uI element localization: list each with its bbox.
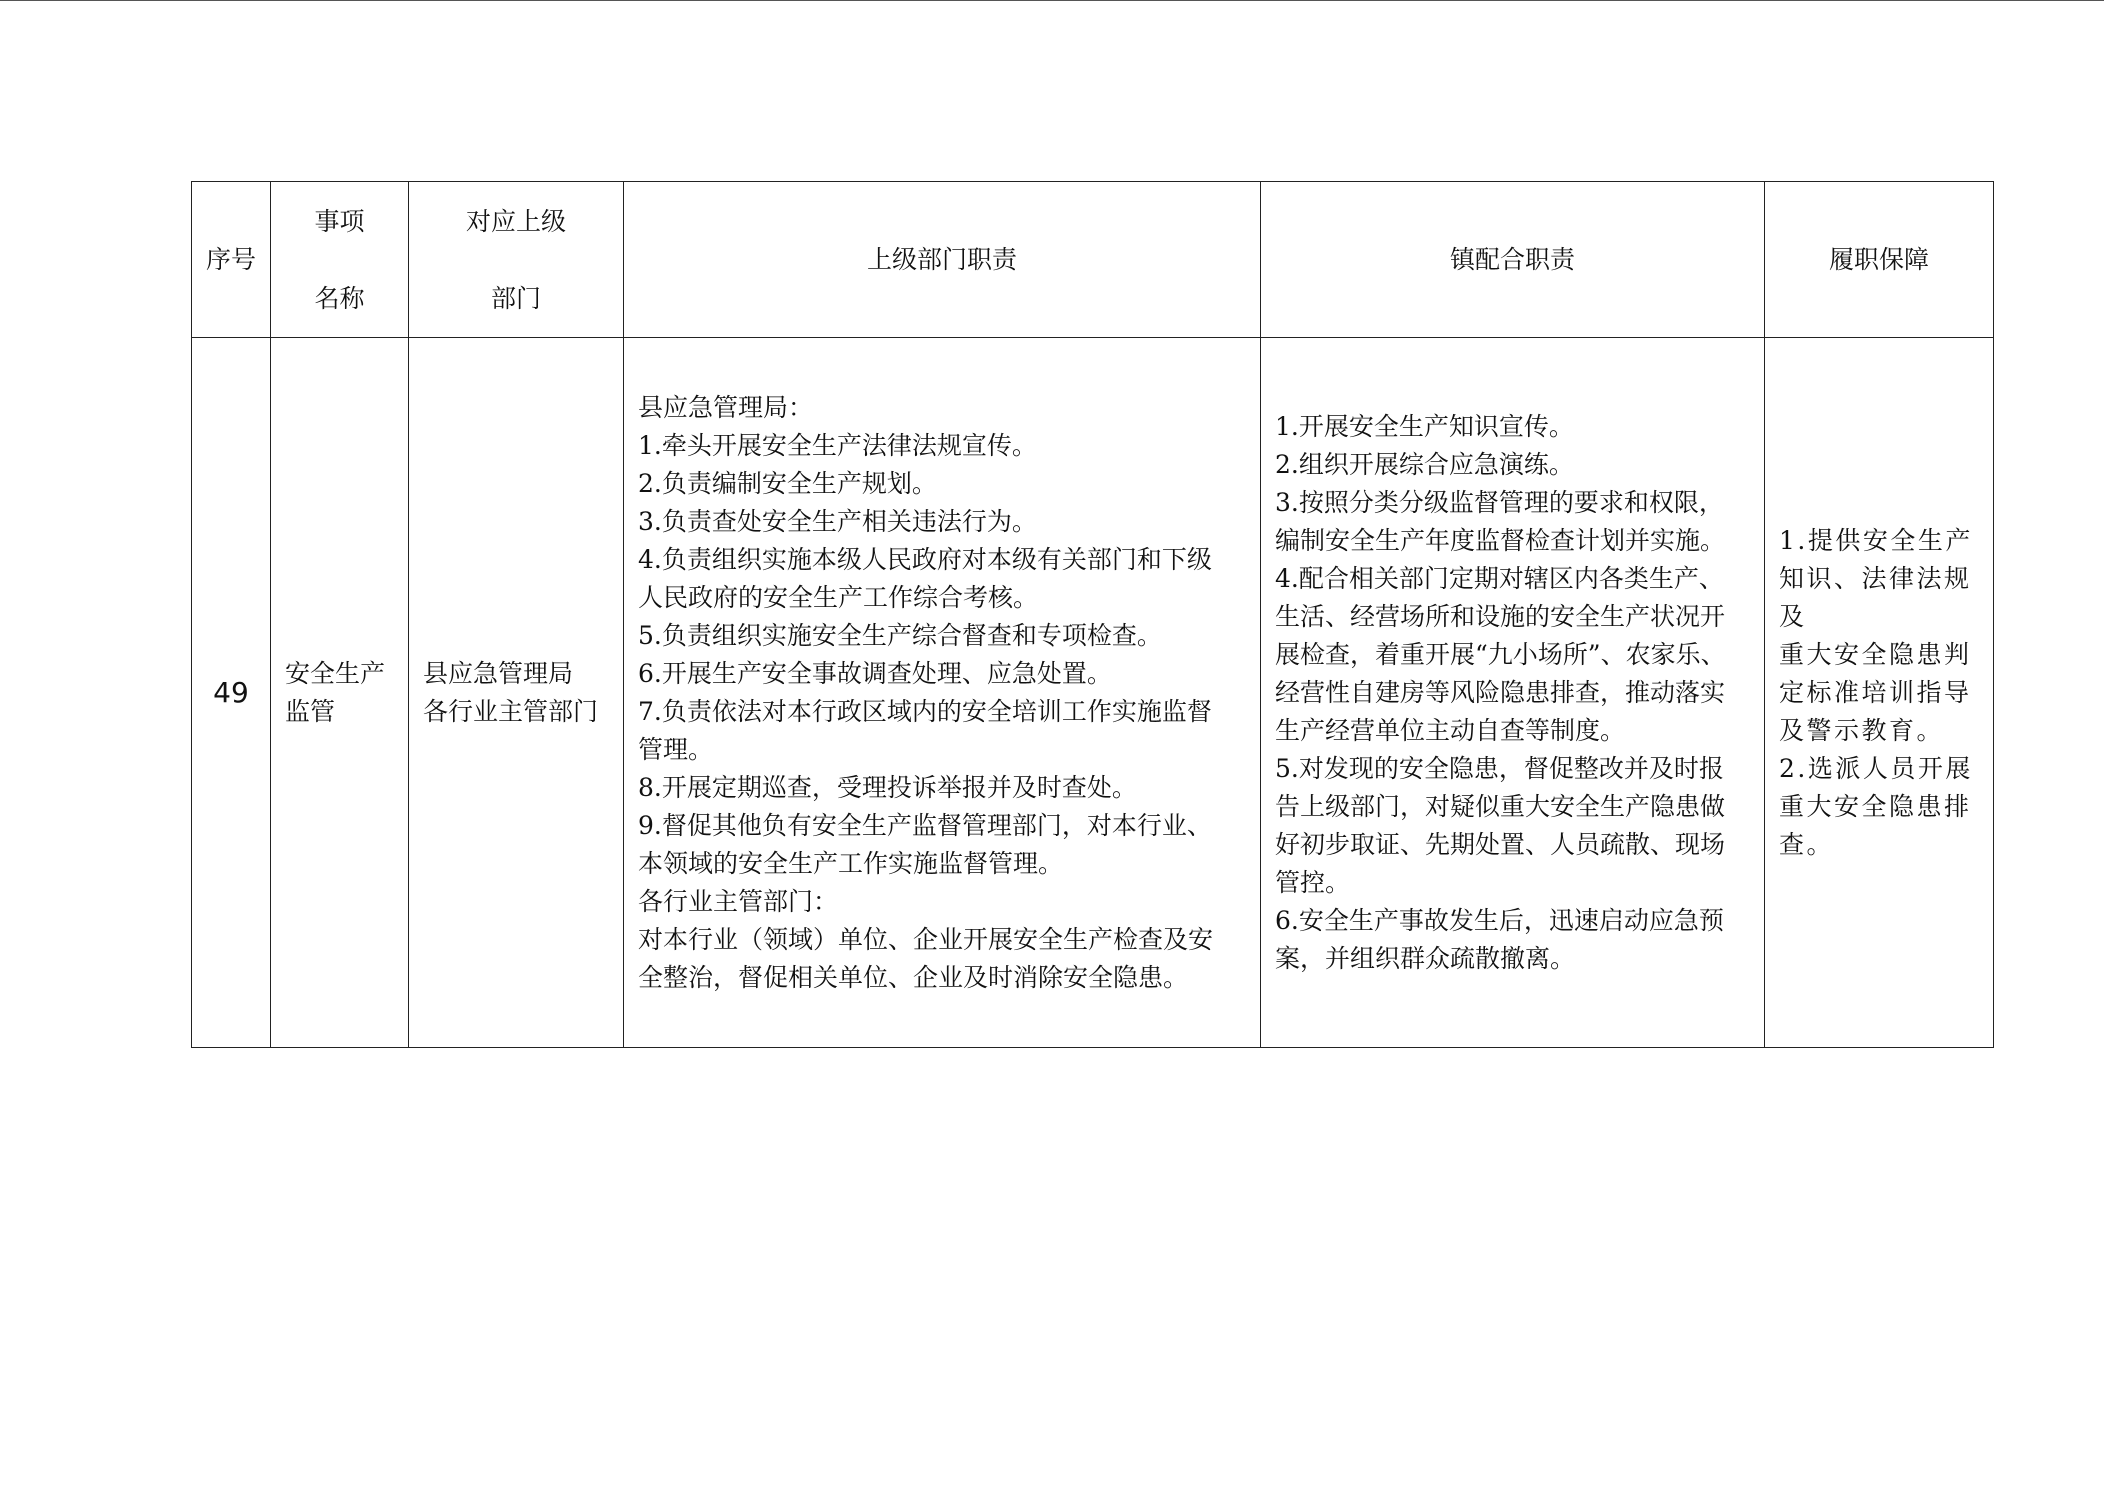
header-superior-dept-line2: 部门: [490, 283, 541, 313]
superior-duty-line: 1.牵头开展安全生产法律法规宣传。: [638, 430, 1037, 460]
header-seq: 序号: [192, 182, 271, 338]
town-duty-line: 案，并组织群众疏散撤离。: [1275, 943, 1576, 973]
superior-duty-line: 8.开展定期巡查，受理投诉举报并及时查处。: [638, 772, 1137, 802]
header-superior-duty: 上级部门职责: [624, 182, 1261, 338]
town-duty-line: 2.组织开展综合应急演练。: [1275, 449, 1574, 479]
page-top-rule: [0, 0, 2104, 1]
responsibility-table: [191, 181, 1994, 1048]
town-duty-line: 1.开展安全生产知识宣传。: [1275, 411, 1574, 441]
cell-superior-dept: [409, 338, 624, 1048]
guarantee-line: 重大安全隐患判: [1779, 639, 1972, 669]
guarantee-line: 2.选派人员开展: [1779, 753, 1973, 783]
town-duty-line: 5.对发现的安全隐患，督促整改并及时报: [1275, 753, 1724, 783]
cell-superior-duty: [624, 338, 1261, 1048]
superior-duty-line: 7.负责依法对本行政区域内的安全培训工作实施监督: [638, 696, 1212, 726]
superior-duty-line: 4.负责组织实施本级人民政府对本级有关部门和下级: [638, 544, 1212, 574]
item-name-line: 安全生产: [285, 658, 386, 688]
superior-duty-line: 人民政府的安全生产工作综合考核。: [638, 582, 1039, 612]
town-duty-line: 展检查，着重开展“九小场所”、农家乐、: [1275, 639, 1726, 669]
town-duty-line: 编制安全生产年度监督检查计划并实施。: [1275, 525, 1726, 555]
superior-duty-line: 5.负责组织实施安全生产综合督查和专项检查。: [638, 620, 1162, 650]
town-duty-line: 4.配合相关部门定期对辖区内各类生产、: [1275, 563, 1724, 593]
town-duty-line: 管控。: [1275, 867, 1351, 897]
town-duty-line: 3.按照分类分级监督管理的要求和权限，: [1275, 487, 1724, 517]
guarantee-line: 定标准培训指导: [1779, 677, 1972, 707]
cell-item-name: [271, 338, 409, 1048]
guarantee-line: 1.提供安全生产: [1779, 525, 1973, 555]
table-header-row: [192, 182, 1994, 338]
town-duty-line: 经营性自建房等风险隐患排查，推动落实: [1275, 677, 1726, 707]
table-row: [192, 338, 1994, 1048]
town-duty-line: 告上级部门，对疑似重大安全生产隐患做: [1275, 791, 1726, 821]
header-item-name-line1: 事项: [314, 206, 365, 236]
town-duty-line: 生产经营单位主动自查等制度。: [1275, 715, 1626, 745]
superior-duty-line: 各行业主管部门：: [638, 886, 839, 916]
guarantee-line: 知识、法律法规及: [1779, 563, 1972, 631]
superior-duty-line: 9.督促其他负有安全生产监督管理部门，对本行业、: [638, 810, 1212, 840]
cell-seq: 49: [192, 338, 271, 1048]
guarantee-line: 及警示教育。: [1779, 715, 1945, 745]
cell-town-duty: [1261, 338, 1765, 1048]
header-town-duty: 镇配合职责: [1261, 182, 1765, 338]
guarantee-line: 查。: [1779, 829, 1835, 859]
header-superior-dept-line1: 对应上级: [465, 206, 566, 236]
superior-duty-line: 本领域的安全生产工作实施监督管理。: [638, 848, 1064, 878]
superior-duty-line: 对本行业（领域）单位、企业开展安全生产检查及安: [638, 924, 1214, 954]
dept-line: 各行业主管部门: [423, 696, 599, 726]
header-item-name: [271, 182, 409, 338]
item-name-line: 监管: [285, 696, 336, 726]
town-duty-line: 好初步取证、先期处置、人员疏散、现场: [1275, 829, 1726, 859]
superior-duty-line: 2.负责编制安全生产规划。: [638, 468, 937, 498]
superior-duty-line: 管理。: [638, 734, 714, 764]
superior-duty-line: 3.负责查处安全生产相关违法行为。: [638, 506, 1037, 536]
superior-duty-line: 6.开展生产安全事故调查处理、应急处置。: [638, 658, 1112, 688]
superior-duty-line: 县应急管理局：: [638, 392, 814, 422]
header-superior-dept: [409, 182, 624, 338]
town-duty-line: 生活、经营场所和设施的安全生产状况开: [1275, 601, 1726, 631]
superior-duty-line: 全整治，督促相关单位、企业及时消除安全隐患。: [638, 962, 1189, 992]
cell-guarantee: [1765, 338, 1994, 1048]
header-guarantee: 履职保障: [1765, 182, 1994, 338]
dept-line: 县应急管理局: [423, 658, 574, 688]
town-duty-line: 6.安全生产事故发生后，迅速启动应急预: [1275, 905, 1724, 935]
guarantee-line: 重大安全隐患排: [1779, 791, 1972, 821]
header-item-name-line2: 名称: [314, 283, 365, 313]
